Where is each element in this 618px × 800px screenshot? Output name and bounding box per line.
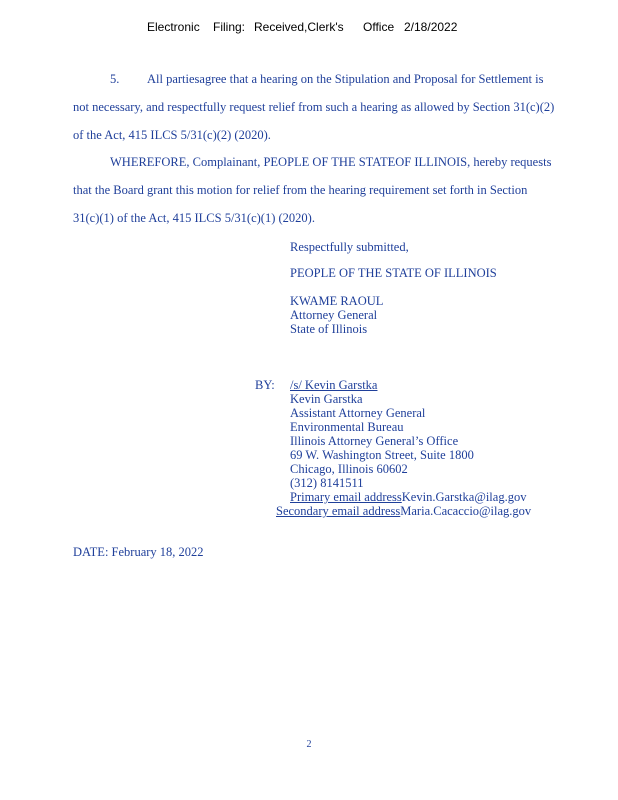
paragraph-5-line-1: All partiesagree that a hearing on the Stipulation and Proposal for Settlement is [147, 72, 544, 86]
wherefore-line-1: WHEREFORE, Complainant, PEOPLE OF THE STATEOF ILLINOIS, hereby requests [110, 155, 552, 169]
phone-number: (312) 8141511 [290, 476, 364, 490]
page-number: 2 [306, 739, 312, 750]
wherefore-line-2: that the Board grant this motion for relief from the hearing requirement set forth in Section [73, 183, 528, 197]
attorney-general-name: KWAME RAOUL [290, 294, 384, 308]
header-office: Office [363, 20, 395, 34]
header-electronic: Electronic [147, 20, 200, 34]
party-name: PEOPLE OF THE STATE OF ILLINOIS [290, 266, 497, 280]
header-date: 2/18/2022 [404, 20, 458, 34]
office-name: Illinois Attorney General’s Office [290, 434, 459, 448]
date-line: DATE: February 18, 2022 [73, 545, 204, 559]
signer-title: Assistant Attorney General [290, 406, 426, 420]
paragraph-5-line-2: not necessary, and respectfully request relief from such a hearing as allowed by Section 31(c)(2) [73, 100, 555, 114]
attorney-general-title: Attorney General [290, 308, 378, 322]
header-received: Received,Clerk's [254, 20, 344, 34]
city-address: Chicago, Illinois 60602 [290, 462, 408, 476]
primary-email-link[interactable]: Kevin.Garstka@ilag.gov [401, 490, 527, 504]
secondary-email-link[interactable]: Maria.Cacaccio@ilag.gov [400, 504, 532, 518]
respectfully-submitted: Respectfully submitted, [290, 240, 409, 254]
secondary-email-line [276, 504, 531, 519]
signer-name: Kevin Garstka [290, 392, 363, 406]
paragraph-5-number: 5. [110, 72, 120, 86]
by-label: BY: [255, 378, 275, 392]
electronic-signature: /s/ Kevin Garstka [290, 378, 378, 392]
bureau-name: Environmental Bureau [290, 420, 404, 434]
secondary-email-label: Secondary email address [276, 504, 401, 518]
header-filing: Filing: [213, 20, 246, 34]
primary-email-line [290, 490, 526, 505]
paragraph-5-line-3: of the Act, 415 ILCS 5/31(c)(2) (2020). [73, 128, 271, 142]
primary-email-label: Primary email address [290, 490, 402, 504]
wherefore-line-3: 31(c)(1) of the Act, 415 ILCS 5/31(c)(1) (2020). [73, 211, 315, 225]
street-address: 69 W. Washington Street, Suite 1800 [290, 448, 474, 462]
state-name: State of Illinois [290, 322, 368, 336]
